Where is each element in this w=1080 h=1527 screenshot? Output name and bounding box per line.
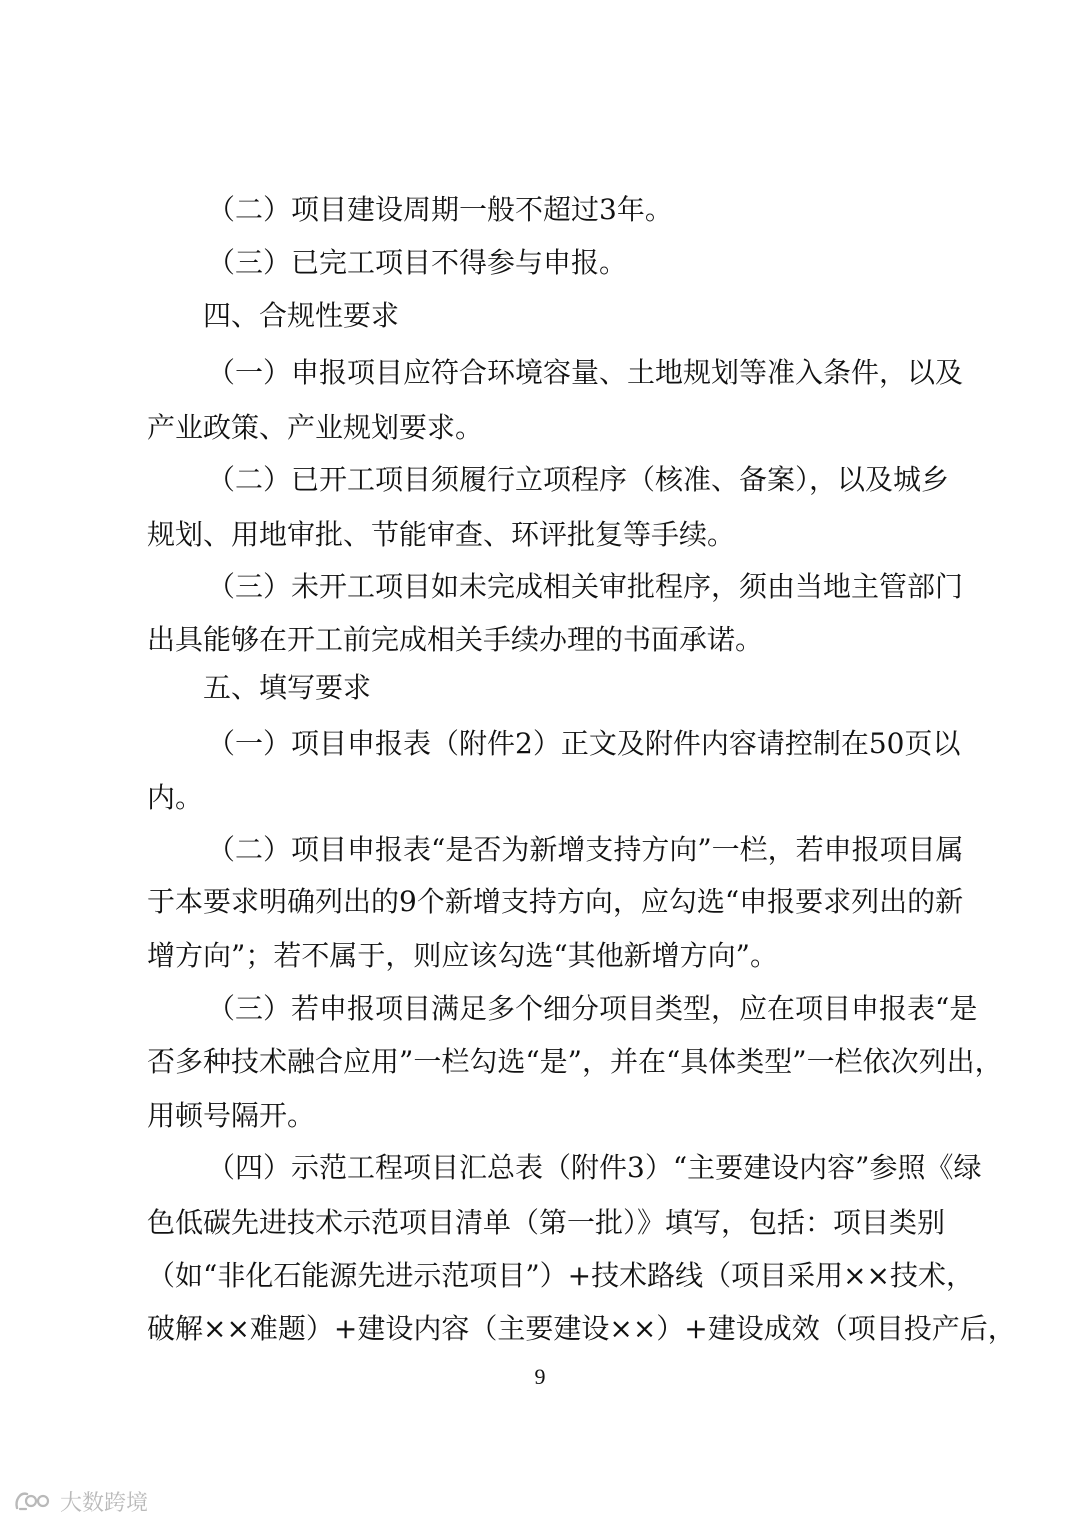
page-number: 9	[534, 1364, 546, 1389]
text-line: 色低碳先进技术示范项目清单（第一批）》填写，包括：项目类别	[147, 1206, 946, 1239]
text-line: （一）项目申报表（附件2）正文及附件内容请控制在50页以	[207, 727, 961, 760]
text-line: 出具能够在开工前完成相关手续办理的书面承诺。	[147, 623, 764, 656]
watermark-text: 大数跨境	[60, 1490, 149, 1516]
text-line: 规划、用地审批、节能审查、环评批复等手续。	[147, 518, 736, 551]
text-line: （二）项目建设周期一般不超过3年。	[207, 193, 673, 226]
text-line: 破解××难题）+建设内容（主要建设××）+建设成效（项目投产后，	[147, 1312, 1016, 1345]
text-line: （二）项目申报表“是否为新增支持方向”一栏，若申报项目属	[207, 833, 964, 866]
watermark-logo-icon	[14, 1488, 54, 1514]
text-line: 增方向”；若不属于，则应该勾选“其他新增方向”。	[147, 939, 778, 972]
text-line: （一）申报项目应符合环境容量、土地规划等准入条件，以及	[207, 356, 964, 389]
text-line: （如“非化石能源先进示范项目”）+技术路线（项目采用××技术，	[147, 1259, 975, 1292]
text-line: （四）示范工程项目汇总表（附件3）“主要建设内容”参照《绿	[207, 1151, 982, 1184]
text-line: （二）已开工项目须履行立项程序（核准、备案），以及城乡	[207, 463, 950, 496]
text-line: （三）已完工项目不得参与申报。	[207, 246, 628, 279]
text-line: 于本要求明确列出的9个新增支持方向，应勾选“申报要求列出的新	[147, 885, 964, 918]
section-heading: 四、合规性要求	[203, 299, 400, 332]
text-line: 产业政策、产业规划要求。	[147, 411, 484, 444]
text-line: （三）未开工项目如未完成相关审批程序，须由当地主管部门	[207, 570, 964, 603]
text-line: 否多种技术融合应用”一栏勾选“是”，并在“具体类型”一栏依次列出，	[147, 1045, 1003, 1078]
section-heading: 五、填写要求	[203, 671, 372, 704]
watermark	[14, 1486, 148, 1516]
text-line: 用顿号隔开。	[147, 1099, 316, 1132]
text-line: 内。	[147, 781, 204, 814]
text-line: （三）若申报项目满足多个细分项目类型，应在项目申报表“是	[207, 992, 978, 1025]
